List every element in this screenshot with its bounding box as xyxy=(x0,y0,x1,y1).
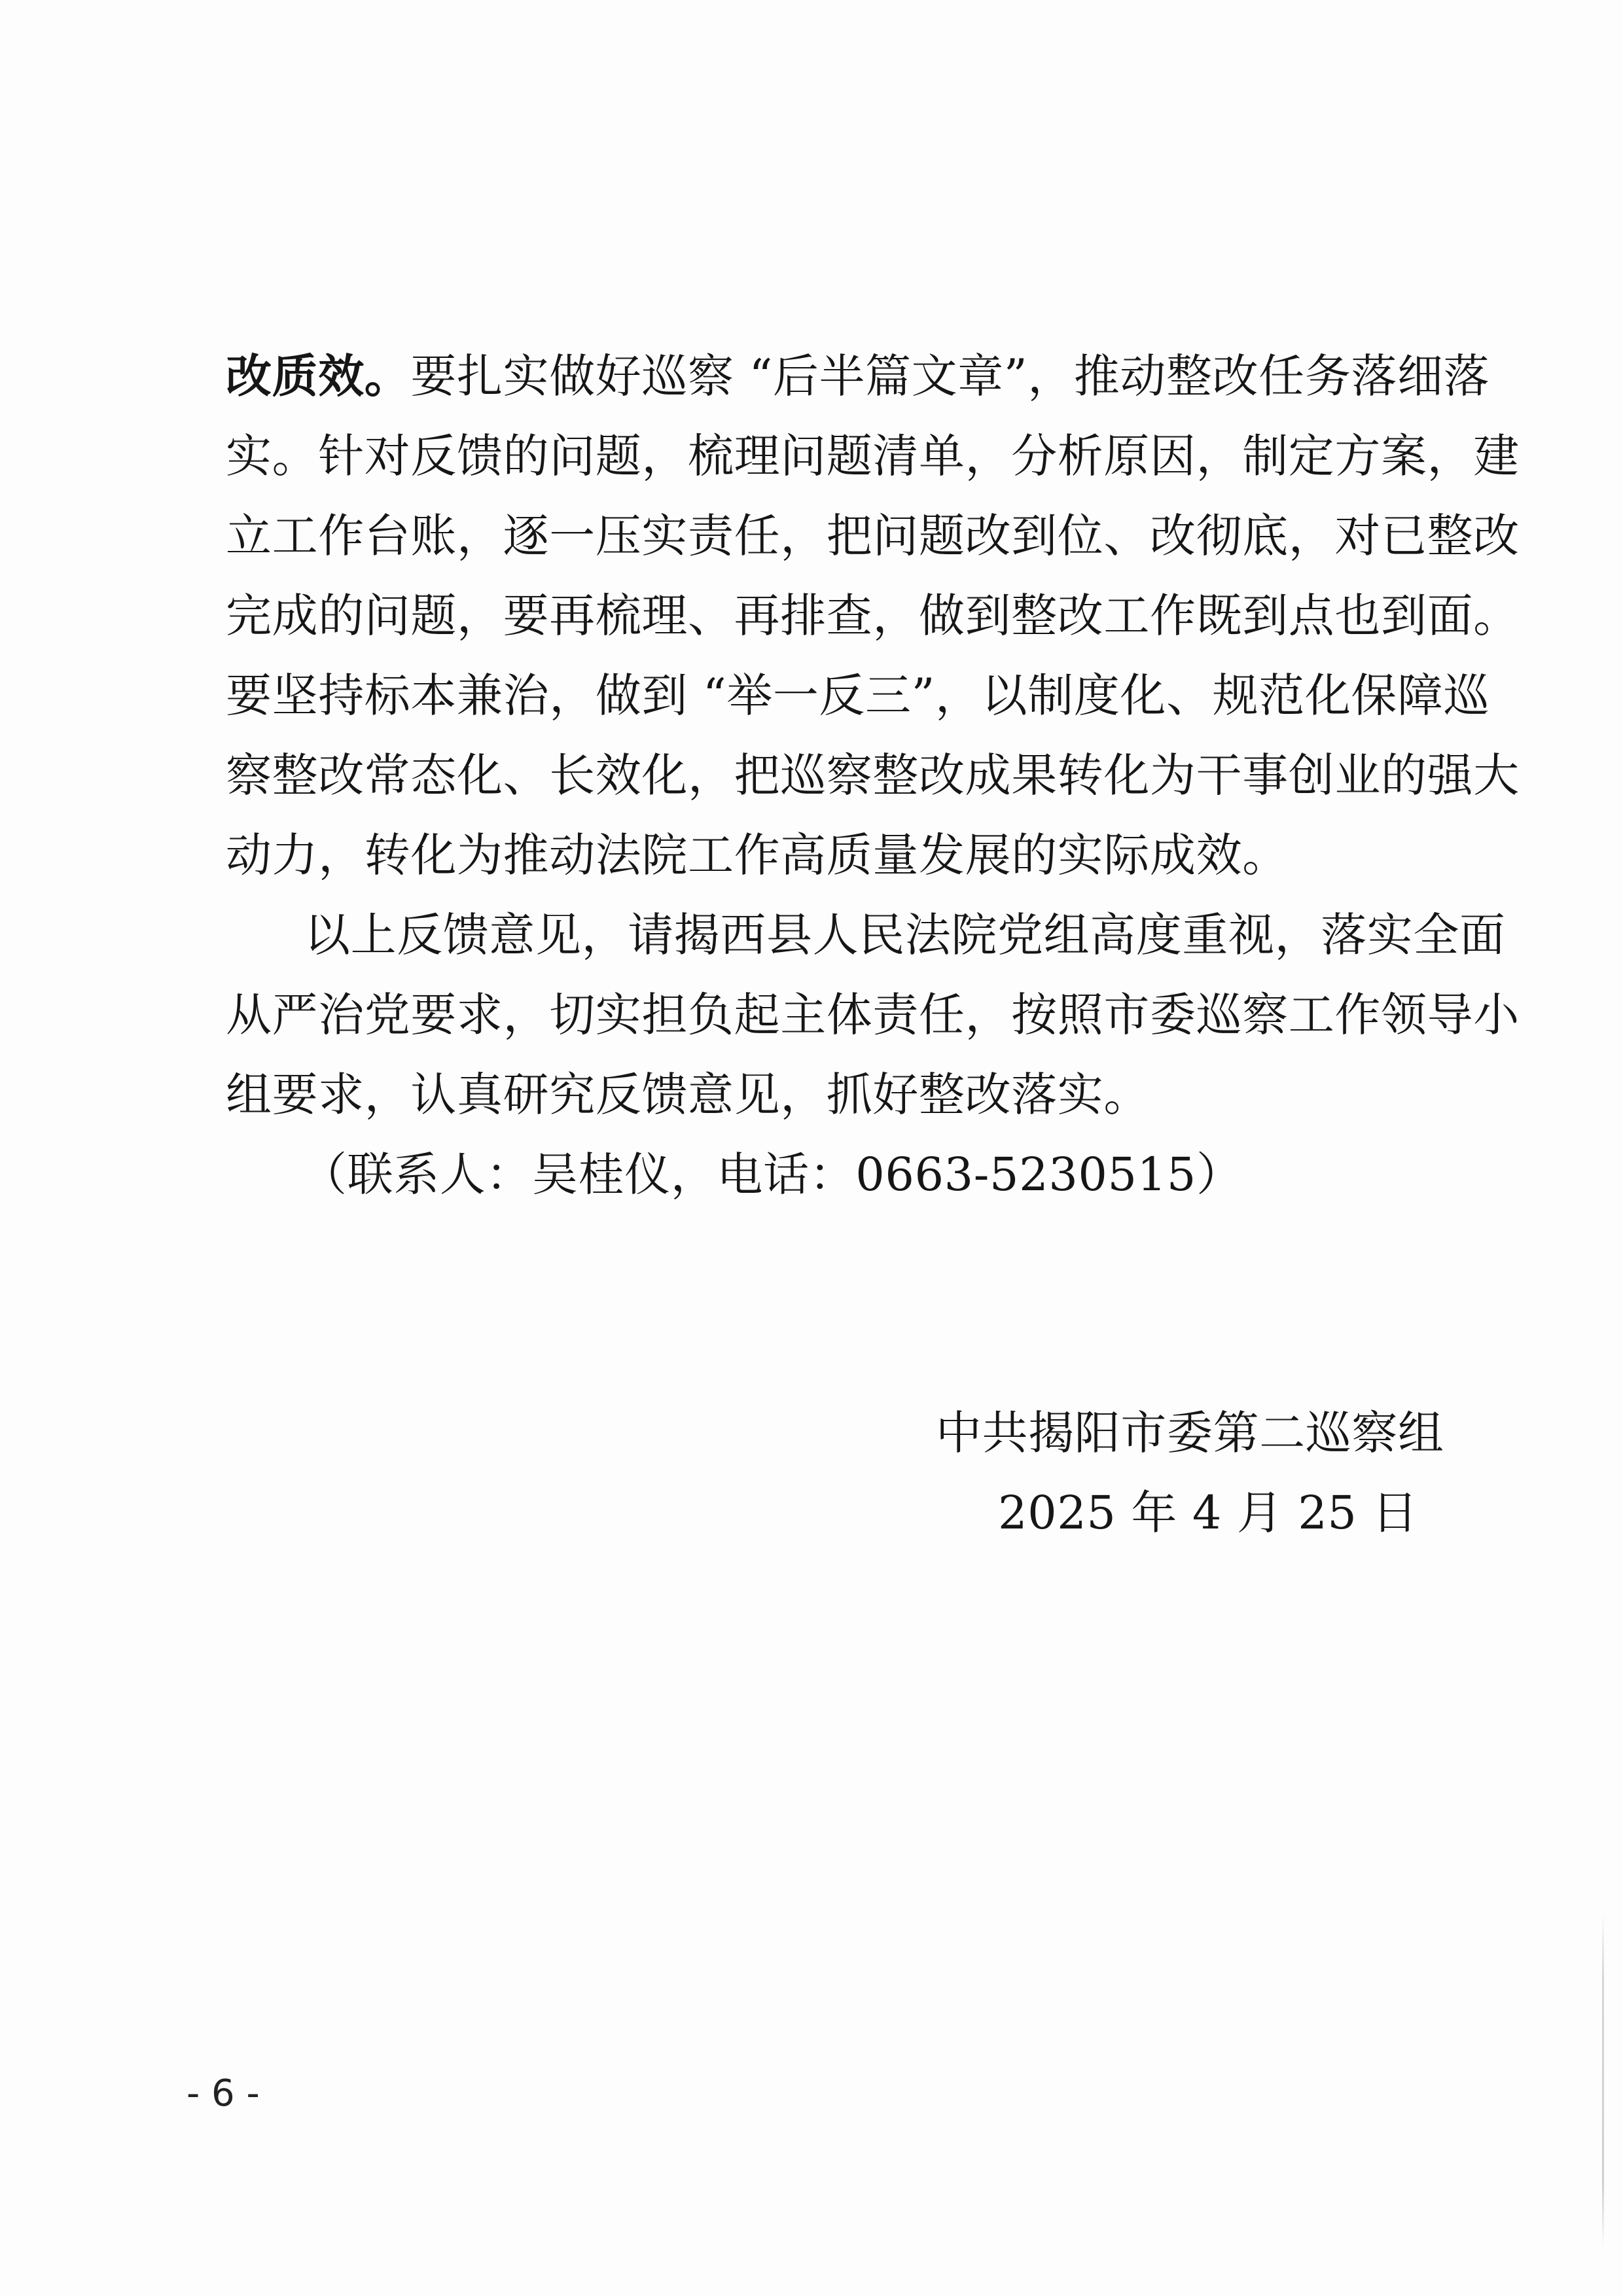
scan-edge-line xyxy=(1602,1911,1604,2251)
paragraph-1-line-5: 要坚持标本兼治，做到 “举一反三”，以制度化、规范化保障巡 xyxy=(226,669,1490,722)
paragraph-2-line-3: 组要求，认真研究反馈意见，抓好整改落实。 xyxy=(226,1068,1150,1122)
paragraph-2-line-2: 从严治党要求，切实担负起主体责任，按照市委巡察工作领导小 xyxy=(226,988,1520,1042)
signature-date: 2025 年 4 月 25 日 xyxy=(998,1486,1419,1540)
signature-organization: 中共揭阳市委第二巡察组 xyxy=(936,1406,1444,1460)
page-number: - 6 - xyxy=(187,2072,260,2115)
paragraph-1-line-1-text: 要扎实做好巡察 “后半篇文章”，推动整改任务落细落 xyxy=(410,349,1490,403)
paragraph-1-line-4: 完成的问题，要再梳理、再排查，做到整改工作既到点也到面。 xyxy=(226,589,1520,643)
paragraph-1-line-3: 立工作台账，逐一压实责任，把问题改到位、改彻底，对已整改 xyxy=(226,509,1520,563)
paragraph-1-line-2: 实。针对反馈的问题，梳理问题清单，分析原因，制定方案，建 xyxy=(226,429,1520,483)
paragraph-1-line-1 xyxy=(226,349,1490,403)
paragraph-1-line-7: 动力，转化为推动法院工作高质量发展的实际成效。 xyxy=(226,828,1289,882)
section-lead-bold: 改质效。 xyxy=(226,349,411,403)
paragraph-2-line-1: 以上反馈意见，请揭西县人民法院党组高度重视，落实全面 xyxy=(304,908,1506,962)
paragraph-1-line-6: 察整改常态化、长效化，把巡察整改成果转化为干事创业的强大 xyxy=(226,749,1520,802)
contact-line: （联系人：吴桂仪，电话：0663-5230515） xyxy=(301,1148,1243,1201)
